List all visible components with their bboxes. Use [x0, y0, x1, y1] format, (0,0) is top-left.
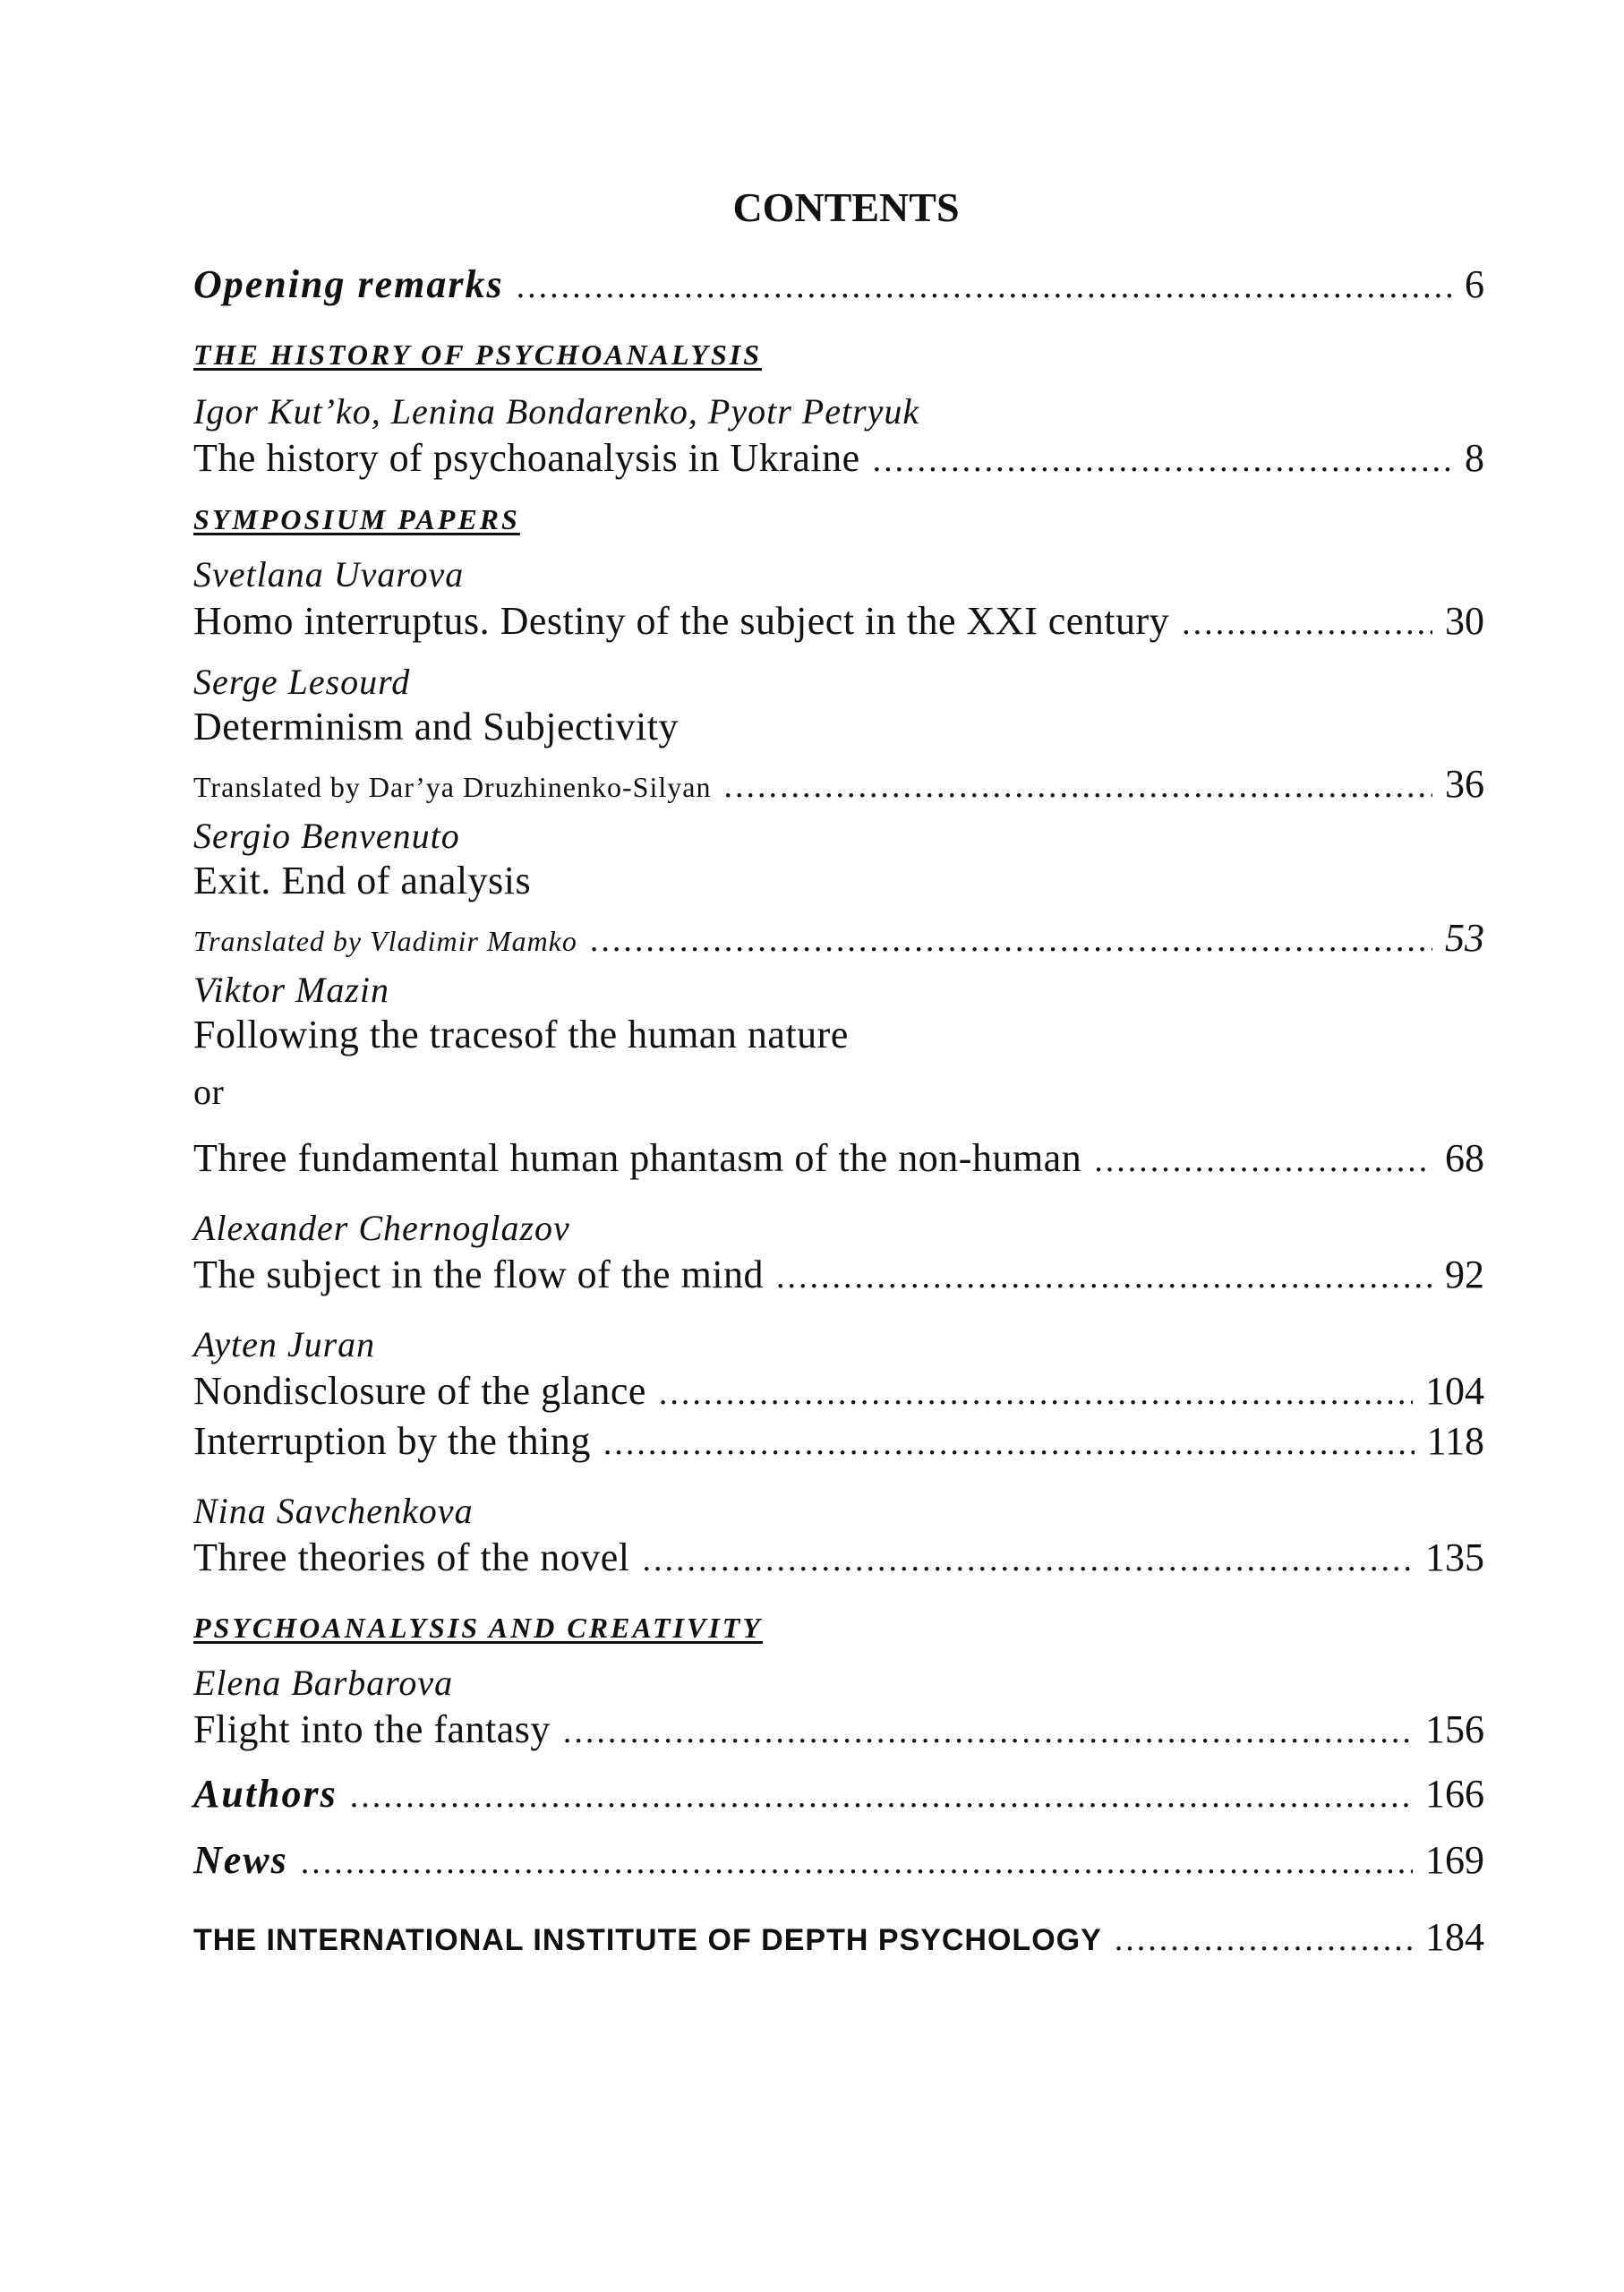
entry-title: Determinism and Subjectivity — [193, 705, 679, 748]
toc-entry-benvenuto[interactable] — [193, 915, 1484, 961]
section-heading-history: THE HISTORY OF PSYCHOANALYSIS — [193, 338, 762, 371]
leader-dots — [603, 1424, 1415, 1463]
toc-entry-opening-remarks[interactable] — [193, 261, 1484, 307]
entry-title: Flight into the fantasy — [193, 1707, 551, 1751]
toc-entry-savchenkova[interactable] — [193, 1535, 1484, 1580]
toc-entry-chernoglazov[interactable] — [193, 1252, 1484, 1297]
toc-entry-authors[interactable] — [193, 1771, 1484, 1817]
entry-title: Exit. End of analysis — [193, 859, 532, 902]
entry-translator: Translated by Vladimir Mamko — [193, 925, 577, 957]
leader-dots — [659, 1373, 1413, 1413]
entry-translator: Translated by Dar’ya Druzhinenko-Silyan — [193, 771, 712, 803]
leader-dots — [643, 1540, 1413, 1579]
leader-dots — [563, 1712, 1413, 1751]
page-title: CONTENTS — [732, 184, 960, 230]
leader-dots — [590, 920, 1432, 960]
leader-dots — [350, 1776, 1413, 1816]
leader-dots — [873, 440, 1452, 480]
entry-author: Sergio Benvenuto — [193, 816, 460, 856]
leader-dots — [301, 1843, 1413, 1882]
leader-dots — [1115, 1920, 1413, 1959]
entry-author: Igor Kut’ko, Lenina Bondarenko, Pyotr Petryuk — [193, 391, 920, 432]
toc-entry-institute[interactable] — [193, 1914, 1484, 1960]
page-number: 156 — [1425, 1707, 1484, 1751]
entry-label: Opening remarks — [193, 262, 504, 306]
entry-title: Following the tracesof the human nature — [193, 1013, 849, 1056]
entry-title: Three fundamental human phantasm of the non-human — [193, 1136, 1082, 1180]
entry-author: Viktor Mazin — [193, 970, 390, 1010]
entry-title: The history of psychoanalysis in Ukraine — [193, 436, 860, 480]
entry-author: Nina Savchenkova — [193, 1491, 474, 1531]
entry-author: Ayten Juran — [193, 1324, 376, 1364]
toc-entry-uvarova[interactable] — [193, 598, 1484, 644]
toc-entry-history[interactable] — [193, 435, 1484, 481]
page-number: 169 — [1425, 1838, 1484, 1882]
toc-entry-news[interactable] — [193, 1837, 1484, 1883]
page-number: 36 — [1445, 762, 1484, 806]
entry-label: News — [193, 1838, 288, 1882]
entry-title: Three theories of the novel — [193, 1535, 630, 1579]
entry-label: THE INTERNATIONAL INSTITUTE OF DEPTH PSYCHOLOGY — [193, 1923, 1102, 1957]
leader-dots — [776, 1257, 1432, 1296]
page-number: 104 — [1425, 1369, 1484, 1413]
toc-entry-lesourd[interactable] — [193, 761, 1484, 807]
page-number: 92 — [1445, 1253, 1484, 1296]
section-heading-symposium: SYMPOSIUM PAPERS — [193, 503, 520, 535]
toc-entry-mazin[interactable] — [193, 1135, 1484, 1181]
entry-title: Nondisclosure of the glance — [193, 1369, 646, 1413]
leader-dots — [1182, 603, 1432, 643]
page-number: 118 — [1426, 1419, 1484, 1463]
entry-author: Alexander Chernoglazov — [193, 1208, 570, 1248]
leader-dots — [723, 766, 1432, 806]
entry-title: Interruption by the thing — [193, 1419, 591, 1463]
page-number: 68 — [1445, 1136, 1484, 1180]
entry-author: Svetlana Uvarova — [193, 554, 465, 594]
toc-entry-barbarova[interactable] — [193, 1706, 1484, 1752]
page-number: 53 — [1445, 916, 1484, 960]
entry-title: Homo interruptus. Destiny of the subject in the XXI century — [193, 599, 1170, 643]
page-number: 8 — [1465, 436, 1484, 480]
entry-author: Elena Barbarova — [193, 1663, 454, 1703]
toc-entry-juran-interruption[interactable] — [193, 1418, 1484, 1464]
toc-entry-juran-nondisclosure[interactable] — [193, 1368, 1484, 1414]
section-heading-creativity: PSYCHOANALYSIS AND CREATIVITY — [193, 1612, 763, 1644]
entry-author: Serge Lesourd — [193, 662, 411, 702]
page-number: 135 — [1425, 1535, 1484, 1579]
page-number: 166 — [1425, 1772, 1484, 1816]
page-number: 30 — [1445, 599, 1484, 643]
entry-label: Authors — [193, 1772, 338, 1816]
leader-dots — [517, 267, 1452, 306]
page-number: 184 — [1425, 1915, 1484, 1959]
leader-dots — [1094, 1141, 1432, 1180]
entry-title: The subject in the flow of the mind — [193, 1253, 765, 1296]
entry-title: or — [193, 1072, 225, 1112]
page-number: 6 — [1465, 262, 1484, 306]
